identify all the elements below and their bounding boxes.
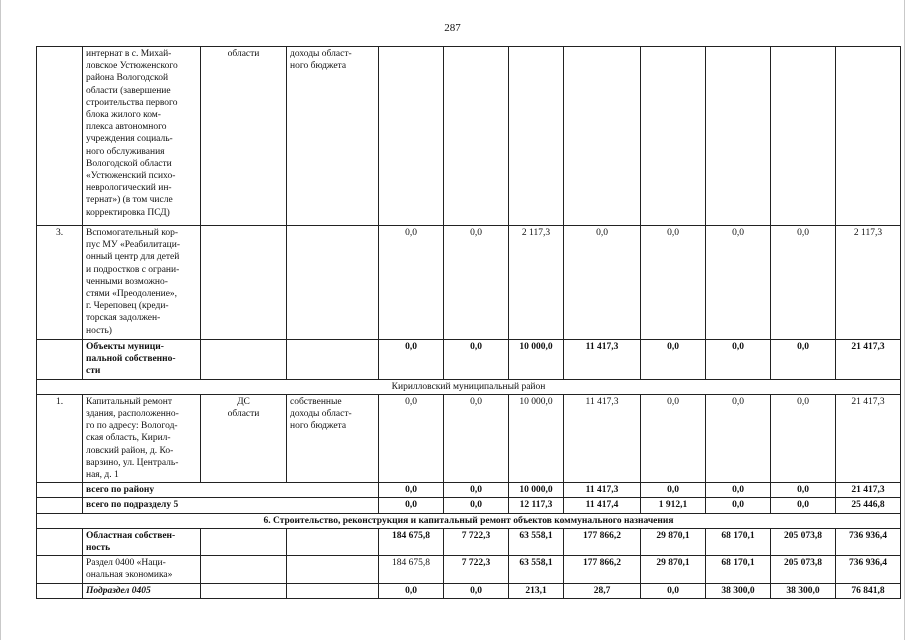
value-cell: 184 675,8 xyxy=(379,528,444,555)
customer-cell xyxy=(201,528,287,555)
value-cell: 0,0 xyxy=(641,483,706,498)
value-cell: 0,0 xyxy=(771,394,836,482)
subtotal-label: Областная собствен- ность xyxy=(86,530,176,554)
funding-source-cell xyxy=(287,556,379,583)
scan-left-edge xyxy=(0,0,1,640)
value-cell: 0,0 xyxy=(641,394,706,482)
value-cell: 0,0 xyxy=(706,394,771,482)
value-cell xyxy=(706,47,771,226)
value-cell: 0,0 xyxy=(706,340,771,380)
value-cell: 213,1 xyxy=(509,583,564,598)
value-cell: 0,0 xyxy=(771,226,836,340)
value-cell xyxy=(564,47,641,226)
value-cell: 0,0 xyxy=(771,498,836,513)
table-row-object-3 xyxy=(37,226,901,340)
object-name-cell xyxy=(83,226,201,340)
value-cell: 0,0 xyxy=(444,498,509,513)
value-cell: 0,0 xyxy=(379,226,444,340)
value-cell: 76 841,8 xyxy=(836,583,901,598)
value-cell: 1 912,1 xyxy=(641,498,706,513)
page-number: 287 xyxy=(444,22,461,34)
funding-source-cell xyxy=(287,226,379,340)
value-cell: 0,0 xyxy=(771,483,836,498)
funding-source-cell xyxy=(287,47,379,226)
row-number-cell xyxy=(37,340,83,380)
row-number-cell xyxy=(37,556,83,583)
value-cell: 0,0 xyxy=(444,483,509,498)
value-cell: 63 558,1 xyxy=(509,528,564,555)
subtotal-label-cell xyxy=(83,556,201,583)
value-cell xyxy=(379,47,444,226)
value-cell: 7 722,3 xyxy=(444,528,509,555)
value-cell xyxy=(771,47,836,226)
subtotal-label-cell: Подраздел 0405 xyxy=(83,583,201,598)
value-cell: 38 300,0 xyxy=(706,583,771,598)
value-cell: 2 117,3 xyxy=(509,226,564,340)
value-cell: 0,0 xyxy=(641,226,706,340)
value-cell: 0,0 xyxy=(379,340,444,380)
value-cell: 10 000,0 xyxy=(509,483,564,498)
object-name-text: Вспомогательный кор- пус МУ «Реабилитаци- онный центр для детей и подростков с ограни- ченными возможно- стями «Преодоление», г. Череповец (креди- торская задолжен- ность) xyxy=(86,228,180,336)
value-cell: 21 417,3 xyxy=(836,340,901,380)
value-cell: 184 675,8 xyxy=(379,556,444,583)
value-cell: 0,0 xyxy=(379,394,444,482)
value-cell: 10 000,0 xyxy=(509,394,564,482)
value-cell: 0,0 xyxy=(444,226,509,340)
table-row-subsection-total xyxy=(37,498,901,513)
value-cell: 7 722,3 xyxy=(444,556,509,583)
value-cell: 11 417,3 xyxy=(564,340,641,380)
row-number-cell: 1. xyxy=(37,394,83,482)
value-cell: 0,0 xyxy=(706,483,771,498)
customer-cell xyxy=(201,226,287,340)
value-cell: 0,0 xyxy=(771,340,836,380)
value-cell: 2 117,3 xyxy=(836,226,901,340)
total-label: всего по району xyxy=(83,483,379,498)
customer-cell xyxy=(201,394,287,482)
object-name-text: Капитальный ремонт здания, расположенно- го по адресу: Вологод- ская область, Кирил- ловский район, д. Ко- варзино, ул. Централь- ная, д. 1 xyxy=(86,396,179,481)
row-number-cell xyxy=(37,528,83,555)
subtotal-label: Объекты муници- пальной собственно- сти xyxy=(86,342,176,377)
table-row-continued-object xyxy=(37,47,901,226)
table-row-section-header xyxy=(37,513,901,528)
customer-cell xyxy=(201,47,287,226)
value-cell: 11 417,3 xyxy=(564,394,641,482)
value-cell xyxy=(836,47,901,226)
row-number-cell: 3. xyxy=(37,226,83,340)
value-cell: 0,0 xyxy=(564,226,641,340)
funding-source-text: доходы област- ного бюджета xyxy=(290,49,352,72)
table-row-subsection-0405 xyxy=(37,583,901,598)
subtotal-label: Раздел 0400 «Наци- ональная экономика» xyxy=(86,558,173,581)
table-row-municipal-subtotal xyxy=(37,340,901,380)
value-cell: 0,0 xyxy=(444,394,509,482)
district-header: Кирилловский муниципальный район xyxy=(37,379,901,394)
value-cell: 0,0 xyxy=(706,226,771,340)
value-cell: 0,0 xyxy=(706,498,771,513)
row-number-cell xyxy=(37,47,83,226)
value-cell: 68 170,1 xyxy=(706,556,771,583)
value-cell: 0,0 xyxy=(641,340,706,380)
table-row-object-1 xyxy=(37,394,901,482)
value-cell: 29 870,1 xyxy=(641,528,706,555)
value-cell: 63 558,1 xyxy=(509,556,564,583)
value-cell: 21 417,3 xyxy=(836,483,901,498)
value-cell: 205 073,8 xyxy=(771,528,836,555)
value-cell: 10 000,0 xyxy=(509,340,564,380)
customer-text: ДС области xyxy=(227,396,260,420)
object-name-text: интернат в с. Михай- ловское Устюженского района Вологодской области (завершение строительства первого блока жилого ком- плекса автономного учреждения социаль- ного обслуживания Вологодской области «Устюженский психо- неврологический ин- тернат») (в том числе корректировка ПСД) xyxy=(86,49,178,218)
funding-source-cell xyxy=(287,340,379,380)
value-cell: 29 870,1 xyxy=(641,556,706,583)
row-number-cell xyxy=(37,583,83,598)
customer-cell xyxy=(201,583,287,598)
value-cell: 205 073,8 xyxy=(771,556,836,583)
value-cell: 736 936,4 xyxy=(836,556,901,583)
object-name-cell xyxy=(83,47,201,226)
row-number-cell xyxy=(37,483,83,498)
table-row-section-0400 xyxy=(37,556,901,583)
value-cell: 177 866,2 xyxy=(564,528,641,555)
object-name-cell xyxy=(83,394,201,482)
customer-text: области xyxy=(227,49,260,59)
row-number-cell xyxy=(37,498,83,513)
funding-source-cell xyxy=(287,528,379,555)
value-cell xyxy=(641,47,706,226)
subtotal-label-cell xyxy=(83,340,201,380)
value-cell: 736 936,4 xyxy=(836,528,901,555)
funding-source-text: собственные доходы област- ного бюджета xyxy=(290,396,352,432)
funding-source-cell xyxy=(287,583,379,598)
table-row-district-total xyxy=(37,483,901,498)
value-cell: 0,0 xyxy=(444,583,509,598)
value-cell: 0,0 xyxy=(641,583,706,598)
value-cell: 0,0 xyxy=(444,340,509,380)
value-cell: 11 417,3 xyxy=(564,483,641,498)
funding-source-cell xyxy=(287,394,379,482)
customer-cell xyxy=(201,556,287,583)
value-cell: 0,0 xyxy=(379,483,444,498)
value-cell: 28,7 xyxy=(564,583,641,598)
value-cell: 25 446,8 xyxy=(836,498,901,513)
value-cell: 0,0 xyxy=(379,583,444,598)
total-label: всего по подразделу 5 xyxy=(83,498,379,513)
value-cell: 11 417,4 xyxy=(564,498,641,513)
value-cell: 177 866,2 xyxy=(564,556,641,583)
value-cell: 0,0 xyxy=(379,498,444,513)
table-row-district-header xyxy=(37,379,901,394)
subtotal-label-cell xyxy=(83,528,201,555)
customer-cell xyxy=(201,340,287,380)
value-cell: 68 170,1 xyxy=(706,528,771,555)
capital-investment-table xyxy=(36,46,901,599)
value-cell xyxy=(444,47,509,226)
value-cell: 38 300,0 xyxy=(771,583,836,598)
value-cell: 21 417,3 xyxy=(836,394,901,482)
table-row-regional-property xyxy=(37,528,901,555)
value-cell: 12 117,3 xyxy=(509,498,564,513)
section-6-header: 6. Строительство, реконструкция и капитальный ремонт объектов коммунального назначения xyxy=(37,513,901,528)
value-cell xyxy=(509,47,564,226)
